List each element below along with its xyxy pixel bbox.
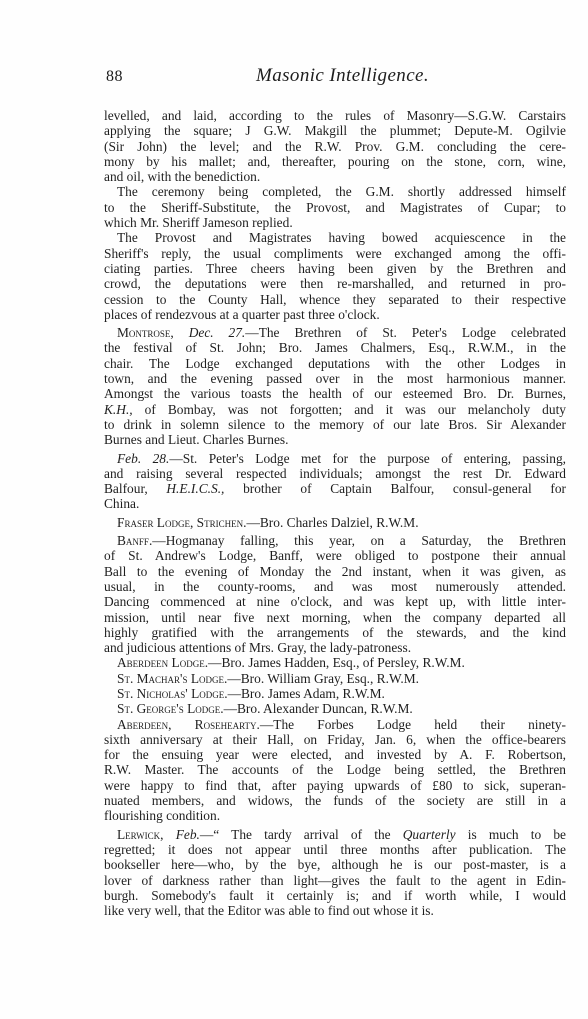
text-line: chair. The Lodge exchanged deputations with the other Lodges in <box>104 355 566 371</box>
text-line: Fraser Lodge, Strichen.—Bro. Charles Dalziel, R.W.M. <box>117 514 419 530</box>
text-line: and judicious attentions of Mrs. Gray, the lady-patroness. <box>104 640 412 656</box>
text-line: nuated members, and widows, the funds of the society are still in a <box>104 793 566 809</box>
running-title: Masonic Intelligence. <box>256 65 430 86</box>
text-line: flourishing condition. <box>104 808 221 824</box>
text-line: highly gratified with the arrangements of the stewards, and the kind <box>104 624 566 640</box>
text-line: lover of darkness rather than light—gives the fault to the agent in Edin- <box>104 872 566 888</box>
text-line: mony by his mallet; and, thereafter, pouring on the stone, corn, wine, <box>104 153 566 169</box>
text-line: The ceremony being completed, the G.M. shortly addressed himself <box>117 184 566 200</box>
text-line: Sheriff's reply, the usual compliments were exchanged among the offi- <box>104 245 566 261</box>
text-line: usual, in the county-rooms, and was most numerously attended. <box>104 578 566 594</box>
text-line: Dancing commenced at nine o'clock, and was kept up, with little inter- <box>104 594 566 610</box>
body-text <box>104 108 566 918</box>
text-line: China. <box>104 496 140 512</box>
text-line: and raising several respected individuals; amongst the rest Dr. Edward <box>104 465 566 481</box>
text-line: burgh. Somebody's fault it certainly is; and if worth while, I would <box>104 887 566 903</box>
text-line: places of rendezvous at a quarter past three o'clock. <box>104 306 380 322</box>
page-number: 88 <box>106 68 123 85</box>
text-line: Lerwick, Feb.—“ The tardy arrival of the Quarterly is much to be <box>117 826 566 842</box>
text-line: St. Machar's Lodge.—Bro. William Gray, Esq., R.W.M. <box>117 670 419 686</box>
text-line: and oil, with the benediction. <box>104 169 261 185</box>
text-line: were happy to find that, after paying upwards of £80 to sick, superan- <box>104 777 566 793</box>
text-line: the festival of St. John; Bro. James Chalmers, Esq., R.W.M., in the <box>104 340 566 356</box>
text-line: K.H., of Bombay, was not forgotten; and it was our melancholy duty <box>104 401 566 417</box>
text-line: for the ensuing year were elected, and invested by A. F. Robertson, <box>104 747 566 763</box>
text-line: Aberdeen, Rosehearty.—The Forbes Lodge held their ninety- <box>117 716 566 732</box>
text-line: which Mr. Sheriff Jameson replied. <box>104 215 293 231</box>
text-line: town, and the evening passed over in the most harmonious manner. <box>104 371 566 387</box>
text-line: Burnes and Lieut. Charles Burnes. <box>104 432 289 448</box>
text-line: crowd, the deputations were then re-marshalled, and returned in pro- <box>104 276 566 292</box>
text-line: of St. Andrew's Lodge, Banff, were obliged to postpone their annual <box>104 548 566 564</box>
text-line: cession to the County Hall, whence they separated to their respective <box>104 291 566 307</box>
text-line: to the Sheriff-Substitute, the Provost, and Magistrates of Cupar; to <box>104 199 566 215</box>
text-line: Banff.—Hogmanay falling, this year, on a Saturday, the Brethren <box>117 533 566 549</box>
text-line: sixth anniversary at their Hall, on Friday, Jan. 6, when the office-bearers <box>104 731 566 747</box>
text-line: Montrose, Dec. 27.—The Brethren of St. Peter's Lodge celebrated <box>117 325 566 341</box>
text-line: levelled, and laid, according to the rules of Masonry—S.G.W. Carstairs <box>104 108 566 123</box>
text-line: St. Nicholas' Lodge.—Bro. James Adam, R.W.M. <box>117 685 385 701</box>
text-line: like very well, that the Editor was able to find out whose it is. <box>104 903 434 919</box>
text-line: Feb. 28.—St. Peter's Lodge met for the purpose of entering, passing, <box>117 450 566 466</box>
text-line: St. George's Lodge.—Bro. Alexander Duncan, R.W.M. <box>117 701 413 717</box>
text-line: Balfour, H.E.I.C.S., brother of Captain Balfour, consul-general for <box>104 481 566 497</box>
text-line: (Sir John) the level; and the R.W. Prov. G.M. concluding the cere- <box>104 138 566 154</box>
text-line: R.W. Master. The accounts of the Lodge being settled, the Brethren <box>104 762 566 778</box>
text-line: Ball to the evening of Monday the 2nd instant, when it was given, as <box>104 563 566 579</box>
text-line: mission, until near five next morning, when the company departed all <box>104 609 566 625</box>
text-line: The Provost and Magistrates having bowed acquiescence in the <box>117 230 566 246</box>
text-line: to drink in solemn silence to the memory of our late Bros. Sir Alexander <box>104 416 566 432</box>
text-line: ciating parties. Three cheers having been given by the Brethren and <box>104 260 566 276</box>
text-line: Aberdeen Lodge.—Bro. James Hadden, Esq., of Persley, R.W.M. <box>117 655 465 671</box>
text-line: bookseller here—who, by the bye, although he is our post-master, is a <box>104 857 566 873</box>
page-header <box>106 62 566 90</box>
text-line: Amongst the various toasts the health of our esteemed Bro. Dr. Burnes, <box>104 386 566 402</box>
text-line: regretted; it does not appear until three months after publication. The <box>104 841 566 857</box>
text-line: applying the square; J G.W. Makgill the plummet; Depute-M. Ogilvie <box>104 123 566 139</box>
